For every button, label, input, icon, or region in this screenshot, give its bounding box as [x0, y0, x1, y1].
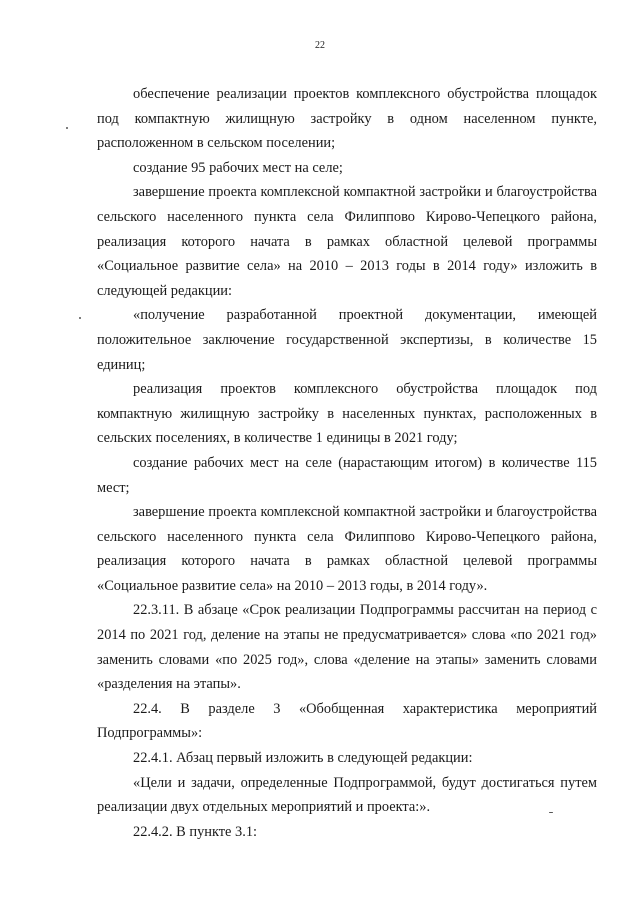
paragraph: завершение проекта комплексной компактной застройки и благоустройства сельского населенного пункта села Филиппово Кирово-Чепецкого района, реализация которого начата в рамках областной целевой программы «Социальное развитие села» на 2010 – 2013 годы в 2014 году» изложить в следующей редакции: — [97, 184, 597, 299]
paragraph: создание рабочих мест на селе (нарастающим итогом) в количестве 115 мест; — [97, 454, 597, 496]
scan-speck — [549, 812, 553, 813]
paragraph: реализация проектов комплексного обустройства площадок под компактную жилищную застройку в населенных пунктах, расположенных в сельских поселениях, в количестве 1 единицы в 2021 году; — [97, 381, 597, 447]
scan-speck — [79, 317, 81, 319]
scan-speck — [66, 127, 68, 129]
paragraph: создание 95 рабочих мест на селе; — [133, 159, 343, 176]
paragraph: 22.4. В разделе 3 «Обобщенная характеристика мероприятий Подпрограммы»: — [97, 700, 597, 742]
paragraph: «получение разработанной проектной документации, имеющей положительное заключение государственной экспертизы, в количестве 15 единиц; — [97, 307, 597, 373]
paragraph: 22.3.11. В абзаце «Срок реализации Подпрограммы рассчитан на период с 2014 по 2021 год, деление на этапы не предусматривается» слова «по 2021 год» заменить словами «по 2025 год», слова «деление на этапы» заменить словами «разделения на этапы». — [97, 602, 597, 693]
paragraph: обеспечение реализации проектов комплексного обустройства площадок под компактную жилищную застройку в одном населенном пункте, расположенном в сельском поселении; — [97, 86, 597, 152]
document-body — [97, 82, 597, 844]
page-number: 22 — [315, 40, 325, 51]
paragraph: завершение проекта комплексной компактной застройки и благоустройства сельского населенного пункта села Филиппово Кирово-Чепецкого района, реализация которого начата в рамках областной целевой программы «Социальное развитие села» на 2010 – 2013 годы, в 2014 году». — [97, 504, 597, 594]
paragraph: 22.4.1. Абзац первый изложить в следующей редакции: — [133, 750, 473, 767]
paragraph: «Цели и задачи, определенные Подпрограммой, будут достигаться путем реализации двух отдельных мероприятий и проекта:». — [97, 774, 597, 816]
paragraph: 22.4.2. В пункте 3.1: — [133, 823, 258, 840]
